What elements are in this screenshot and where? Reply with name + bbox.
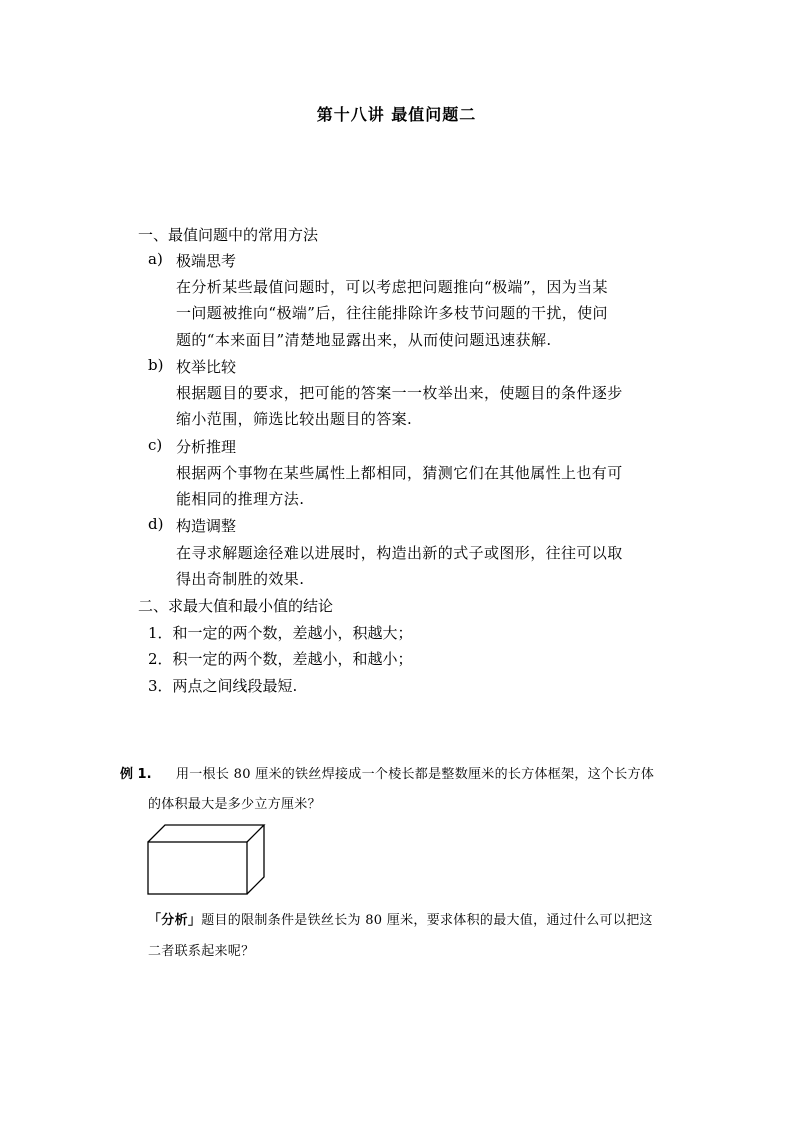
item-marker-c: c) — [148, 436, 163, 454]
item-text-a-line2: 一问题被推向“极端”后，往往能排除许多枝节问题的干扰，使问 — [176, 304, 608, 322]
item-text-d-line2: 得出奇制胜的效果. — [176, 570, 305, 588]
analysis-text-line1: 题目的限制条件是铁丝长为 80 厘米，要求体积的最大值，通过什么可以把这 — [201, 913, 653, 928]
section-heading-methods: 一、最值问题中的常用方法 — [138, 226, 319, 244]
cuboid-front-face — [148, 842, 247, 894]
item-marker-a: a) — [148, 250, 163, 268]
cuboid-top-face — [148, 825, 264, 842]
cuboid-side-face — [247, 825, 264, 894]
item-marker-b: b) — [148, 356, 164, 374]
item-label-c: 分析推理 — [176, 438, 237, 456]
example-text-line2: 的体积最大是多少立方厘米？ — [148, 797, 321, 812]
item-text-d-line1: 在寻求解题途径难以进展时，构造出新的式子或图形，往往可以取 — [176, 544, 623, 562]
item-text-a-line1: 在分析某些最值问题时，可以考虑把问题推向“极端”，因为当某 — [176, 278, 608, 296]
item-label-b: 枚举比较 — [176, 358, 237, 376]
analysis-label: 「分析」 — [148, 913, 202, 928]
item-label-d: 构造调整 — [176, 517, 237, 535]
conclusion-item-3: 3．两点之间线段最短. — [148, 677, 298, 695]
analysis-text-line2: 二者联系起来呢？ — [148, 944, 255, 959]
item-label-a: 极端思考 — [176, 252, 237, 270]
section-heading-conclusions: 二、求最大值和最小值的结论 — [138, 597, 334, 615]
item-marker-d: d) — [148, 515, 164, 533]
item-text-c-line1: 根据两个事物在某些属性上都相同，猜测它们在其他属性上也有可 — [176, 464, 623, 482]
conclusion-item-2: 2．积一定的两个数，差越小，和越小； — [148, 650, 413, 668]
item-text-c-line2: 能相同的推理方法. — [176, 490, 305, 508]
page-title: 第十八讲 最值问题二 — [316, 105, 477, 124]
item-text-b-line1: 根据题目的要求，把可能的答案一一枚举出来，使题目的条件逐步 — [176, 384, 623, 402]
item-text-a-line3: 题的“本来面目”清楚地显露出来，从而使问题迅速获解. — [176, 331, 552, 349]
example-text-line1: 用一根长 80 厘米的铁丝焊接成一个棱长都是整数厘米的长方体框架，这个长方体 — [176, 767, 655, 782]
example-label: 例 1. — [120, 767, 152, 782]
item-text-b-line2: 缩小范围，筛选比较出题目的答案. — [176, 410, 413, 428]
conclusion-item-1: 1．和一定的两个数，差越小，积越大； — [148, 624, 413, 642]
cuboid-figure — [146, 822, 268, 898]
analysis-line1-row — [148, 909, 653, 928]
